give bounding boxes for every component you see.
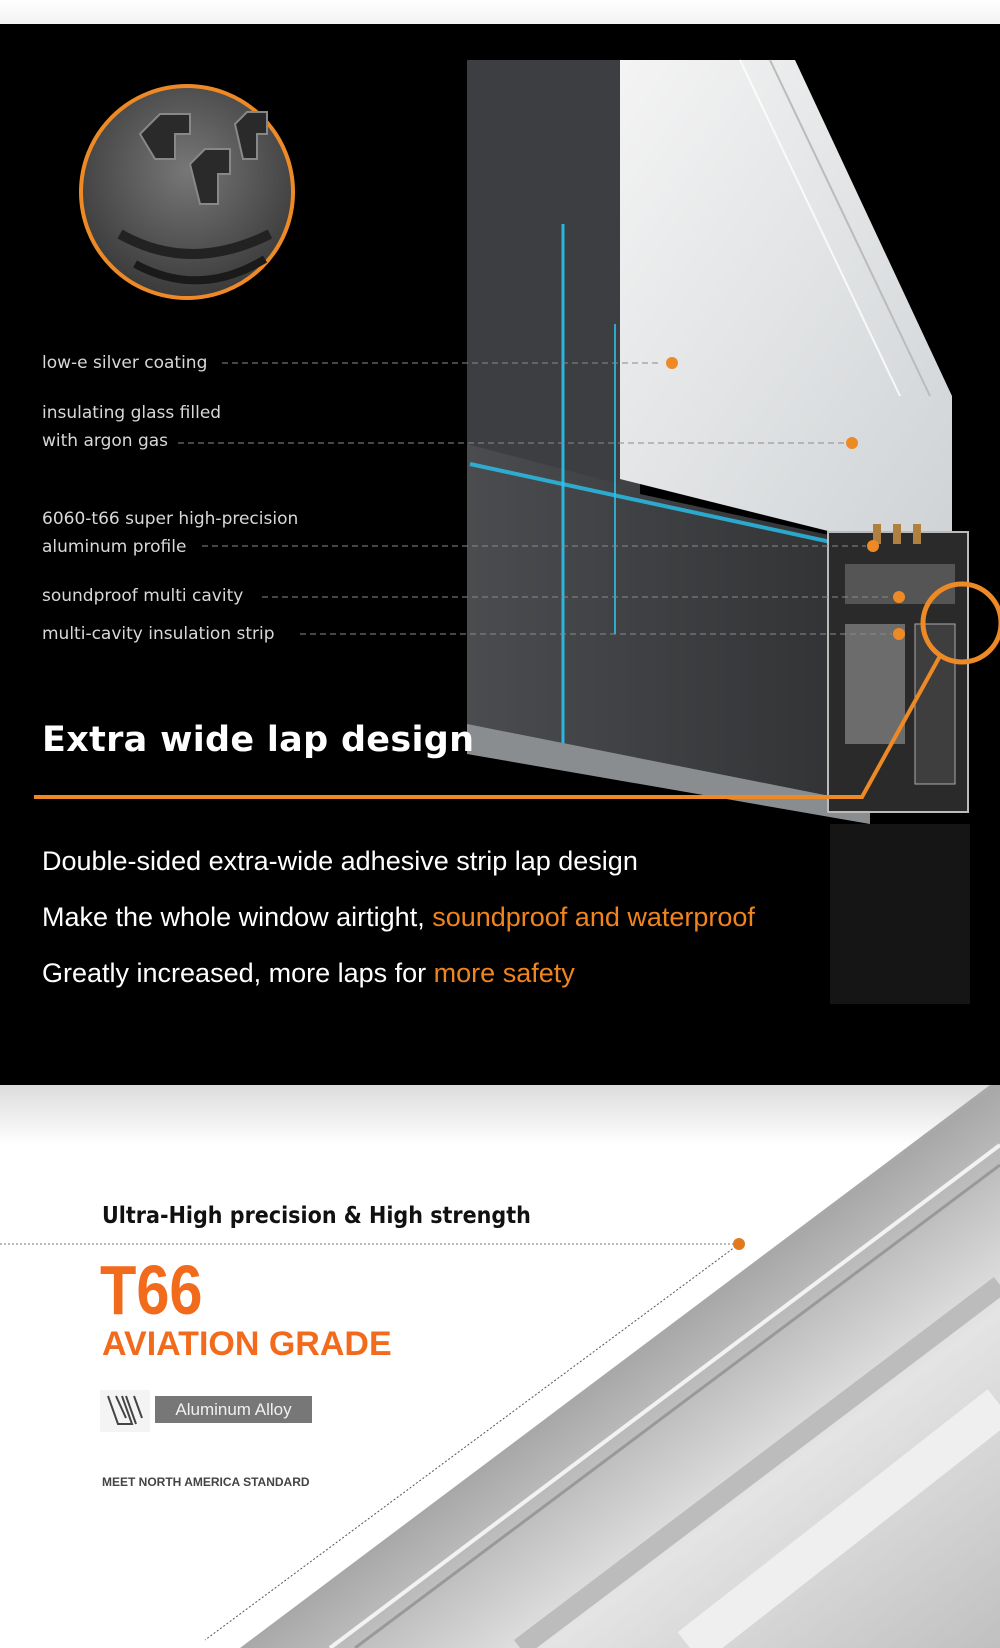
callout-dot <box>893 628 905 640</box>
callout-text: with argon gas <box>42 431 169 451</box>
callout-text: soundproof multi cavity <box>42 586 244 606</box>
callout-insulating-glass <box>42 399 221 455</box>
callout-soundproof <box>42 582 243 610</box>
callout-dot <box>666 357 678 369</box>
grade-label: AVIATION GRADE <box>102 1325 392 1363</box>
callout-low-e <box>42 349 207 377</box>
material-section <box>0 1085 1000 1648</box>
callout-dot <box>846 437 858 449</box>
callout-dot <box>867 540 879 552</box>
section-heading: Extra wide lap design <box>42 720 475 760</box>
callout-dot <box>893 591 905 603</box>
feature-highlight: soundproof and waterproof <box>432 902 755 932</box>
standard-note: MEET NORTH AMERICA STANDARD <box>102 1475 310 1489</box>
aluminum-channel-icon <box>100 1390 150 1432</box>
aluminum-bar-image <box>0 1085 1000 1648</box>
feature-line <box>42 846 638 877</box>
feature-highlight: more safety <box>433 958 575 988</box>
feature-text: Make the whole window airtight, <box>42 902 433 932</box>
lap-design-section <box>0 24 1000 1085</box>
leader-dot <box>733 1238 745 1250</box>
callout-text: multi-cavity insulation strip <box>42 624 275 644</box>
feature-text: Double-sided extra-wide adhesive strip lap design <box>42 846 638 876</box>
callout-text: low-e silver coating <box>42 353 208 373</box>
material-badge: Aluminum Alloy <box>155 1396 312 1423</box>
feature-line <box>42 902 755 933</box>
callout-aluminum-profile <box>42 505 298 561</box>
material-heading: Ultra-High precision & High strength <box>102 1203 531 1229</box>
feature-line <box>42 958 575 989</box>
grade-title: T66 <box>100 1251 203 1329</box>
callout-text: 6060-t66 super high-precision <box>42 509 299 529</box>
callout-insulation-strip <box>42 620 275 648</box>
callout-text: insulating glass filled <box>42 403 222 423</box>
callout-text: aluminum profile <box>42 537 187 557</box>
feature-text: Greatly increased, more laps for <box>42 958 434 988</box>
top-strip <box>0 0 1000 24</box>
